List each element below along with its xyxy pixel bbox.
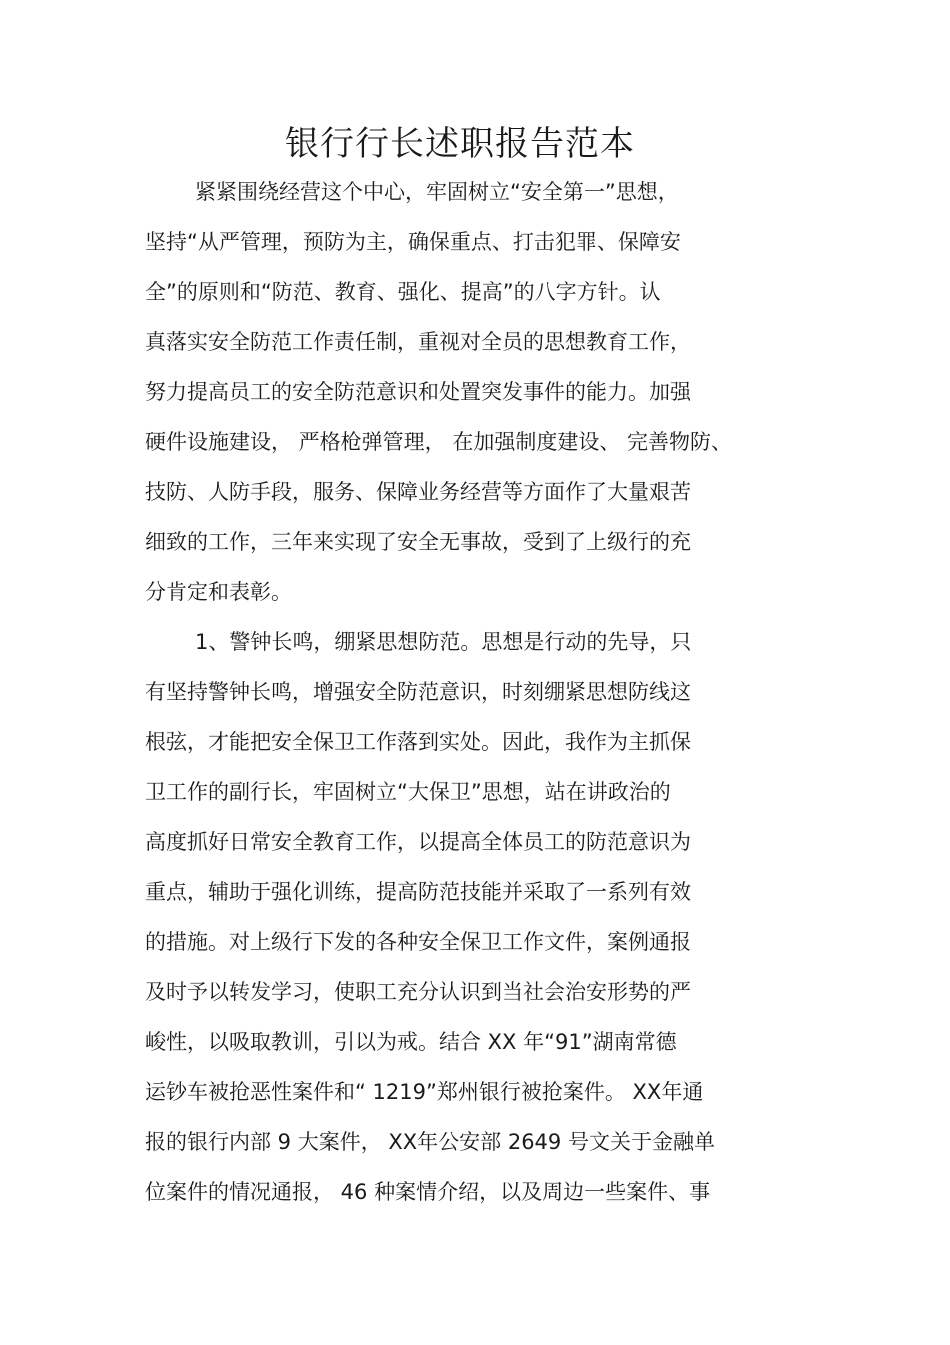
body-line: 细致的工作，三年来实现了安全无事故，受到了上级行的充 (145, 530, 691, 554)
body-line: 报的银行内部 9 大案件， XX年公安部 2649 号文关于金融单 (145, 1130, 715, 1154)
body-line: 真落实安全防范工作责任制，重视对全员的思想教育工作， (145, 330, 691, 354)
body-line: 1、警钟长鸣，绷紧思想防范。思想是行动的先导，只 (195, 630, 692, 654)
body-line: 坚持“从严管理，预防为主，确保重点、打击犯罪、保障安 (145, 230, 681, 254)
body-line: 紧紧围绕经营这个中心，牢固树立“安全第一”思想， (195, 180, 679, 204)
body-line: 根弦，才能把安全保卫工作落到实处。因此，我作为主抓保 (145, 730, 691, 754)
body-line: 重点，辅助于强化训练，提高防范技能并采取了一系列有效 (145, 880, 691, 904)
body-line: 卫工作的副行长，牢固树立“大保卫”思想，站在讲政治的 (145, 780, 671, 804)
body-line: 的措施。对上级行下发的各种安全保卫工作文件，案例通报 (145, 930, 691, 954)
body-line: 技防、人防手段，服务、保障业务经营等方面作了大量艰苦 (145, 480, 691, 504)
body-line: 运钞车被抢恶性案件和“ 1219”郑州银行被抢案件。 XX年通 (145, 1080, 704, 1104)
body-line: 努力提高员工的安全防范意识和处置突发事件的能力。加强 (145, 380, 691, 404)
body-line: 分肯定和表彰。 (145, 580, 292, 604)
body-line: 全”的原则和“防范、教育、强化、提高”的八字方针。认 (145, 280, 661, 304)
body-line: 硬件设施建设， 严格枪弹管理， 在加强制度建设、 完善物防、 (145, 430, 733, 454)
body-line: 有坚持警钟长鸣，增强安全防范意识，时刻绷紧思想防线这 (145, 680, 691, 704)
document-title: 银行行长述职报告范本 (285, 124, 635, 164)
body-line: 位案件的情况通报， 46 种案情介绍，以及周边一些案件、事 (145, 1180, 711, 1204)
body-line: 高度抓好日常安全教育工作，以提高全体员工的防范意识为 (145, 830, 691, 854)
body-line: 峻性，以吸取教训，引以为戒。结合 XX 年“91”湖南常德 (145, 1030, 677, 1054)
body-line: 及时予以转发学习，使职工充分认识到当社会治安形势的严 (145, 980, 691, 1004)
